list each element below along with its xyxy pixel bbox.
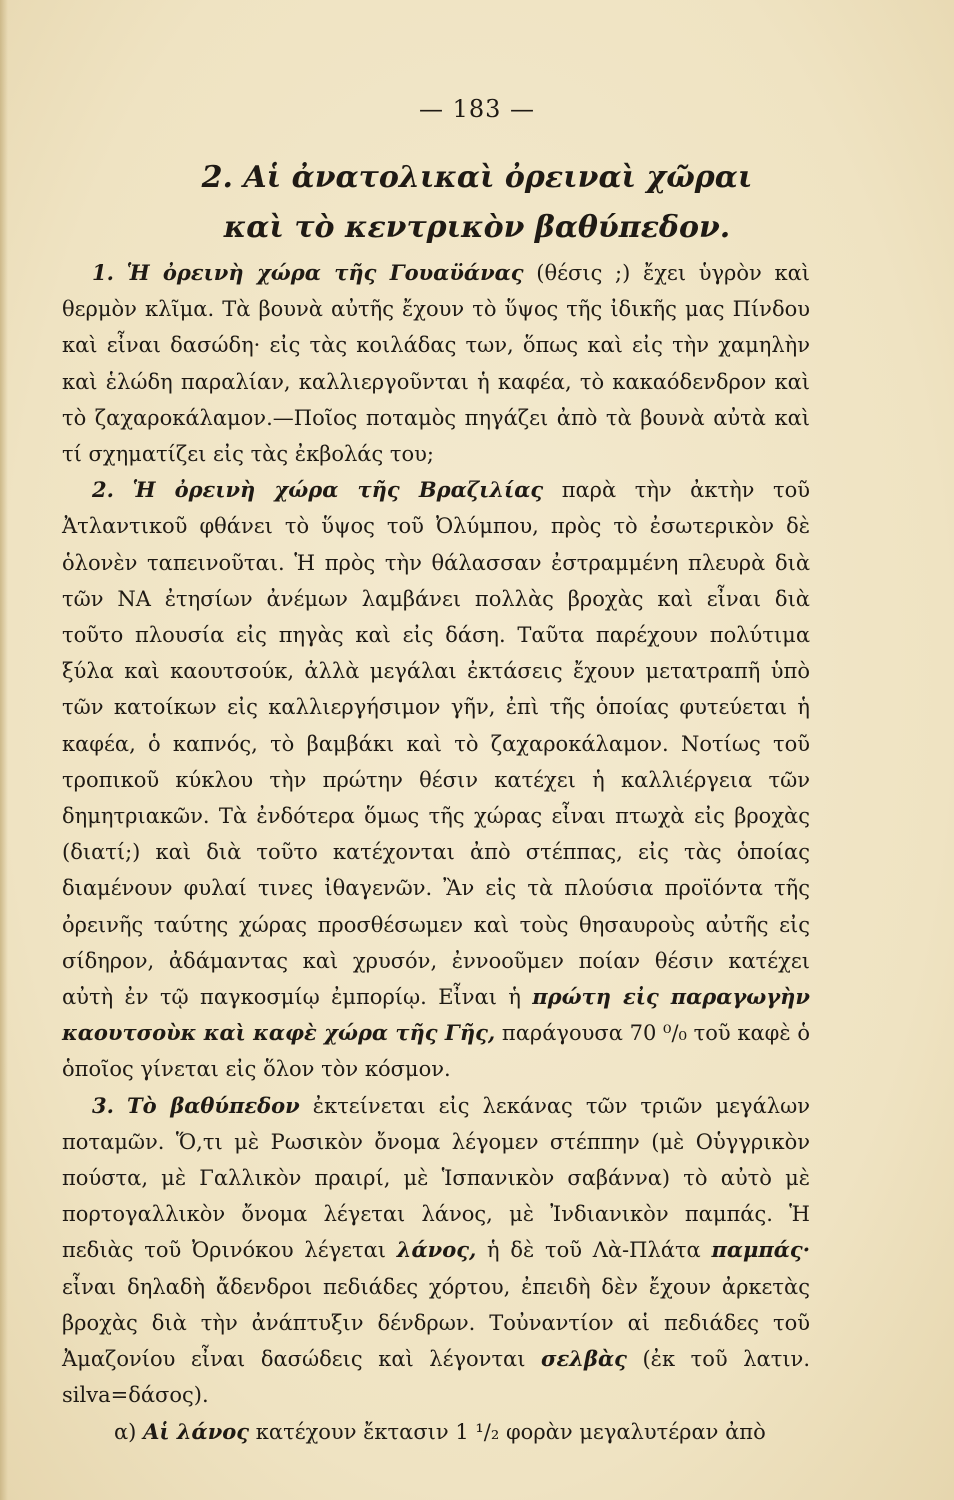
section-number: 3. xyxy=(92,1092,114,1118)
section-title: Αἱ λάνος xyxy=(143,1418,250,1444)
paragraph-text: κατέχουν ἔκτασιν 1 ¹/₂ φορὰν μεγαλυτέραν ἀπὸ xyxy=(255,1419,766,1444)
term-lanos: λάνος, xyxy=(396,1237,477,1263)
emphasis-text: πρώτη εἰς παραγωγὴν καουτσοὺκ καὶ καφὲ χώρα τῆς Γῆς, xyxy=(62,984,810,1046)
chapter-heading-line2: καὶ τὸ κεντρικὸν βαθύπεδον. xyxy=(223,210,731,245)
paragraph-3 xyxy=(62,1088,810,1414)
section-number: 2. xyxy=(92,477,114,503)
term-selvas: σελβὰς xyxy=(541,1346,627,1372)
paragraph-text: ἐκτείνεται εἰς λεκάνας τῶν τριῶν μεγάλων ποταμῶν. Ὅ,τι μὲ Ρωσικὸν ὄνομα λέγομεν στέππην (μὲ Οὑγγρικὸν πούστα, μὲ Γαλλικὸν πραιρί, μὲ Ἱσπανικὸν σαβάννα) τὸ αὐτὸ μὲ πορτογαλλικὸν ὄνομα λέγεται λάνος, μὲ Ἰνδιανικὸν παμπάς. Ἡ πεδιὰς τοῦ Ὀρινόκου λέγεται xyxy=(62,1093,810,1263)
section-title: Ἡ ὀρεινὴ χώρα τῆς Βραζιλίας xyxy=(132,477,544,503)
paragraph-text: εἶναι δηλαδὴ ἄδενδροι πεδιάδες χόρτου, ἐπειδὴ δὲν ἔχουν ἀρκετὰς βροχὰς διὰ τὴν ἀνάπτυξιν δένδρων. Τοὐναντίον αἱ πεδιάδες τοῦ Ἀμαζονίου εἶναι δασώδεις καὶ λέγονται xyxy=(62,1274,810,1372)
paragraph-text: (ἐκ τοῦ λατιν. silva=δάσος). xyxy=(62,1347,810,1408)
section-number: α) xyxy=(114,1419,137,1444)
section-title: Τὸ βαθύπεδον xyxy=(127,1092,300,1118)
term-pampas: παμπάς· xyxy=(711,1237,810,1263)
body-text xyxy=(62,255,810,1450)
section-number: 1. xyxy=(92,260,114,285)
paragraph-text: ἡ δὲ τοῦ Λὰ-Πλάτα xyxy=(487,1238,701,1263)
page-number: — 183 — xyxy=(418,95,536,123)
paragraph-2 xyxy=(62,472,810,1087)
paragraph-text: (θέσις ;) ἔχει ὑγρὸν καὶ θερμὸν κλῖμα. Τὰ βουνὰ αὐτῆς ἔχουν τὸ ὕψος τῆς ἰδικῆς μας Πίνδου καὶ εἶναι δασώδη· εἰς τὰς κοιλάδας των, ὅπως καὶ εἰς τὴν χαμηλὴν καὶ ἑλώδη παραλίαν, καλλιεργοῦνται ἡ καφέα, τὸ κακαόδενδρον καὶ τὸ ζαχαροκάλαμον.—Ποῖος ποταμὸς πηγάζει ἀπὸ τὰ βουνὰ αὐτὰ καὶ τί σχηματίζει εἰς τὰς ἐκβολάς του; xyxy=(62,261,811,467)
paragraph-text: παρὰ τὴν ἀκτὴν τοῦ Ἀτλαντικοῦ φθάνει τὸ ὕψος τοῦ Ὀλύμπου, πρὸς τὸ ἐσωτερικὸν δὲ ὁλονὲν ταπεινοῦται. Ἡ πρὸς τὴν θάλασσαν ἐστραμμένη πλευρὰ διὰ τῶν ΝΑ ἐτησίων ἀνέμων λαμβάνει πολλὰς βροχὰς καὶ εἶναι διὰ τοῦτο πλουσία εἰς πηγὰς καὶ εἰς δάση. Ταῦτα παρέχουν πολύτιμα ξύλα καὶ καουτσούκ, ἀλλὰ μεγάλαι ἐκτάσεις ἔχουν μετατραπῆ ὑπὸ τῶν κατοίκων εἰς καλλιεργήσιμον γῆν, ἐπὶ τῆς ὁποίας φυτεύεται ἡ καφέα, ὁ καπνός, τὸ βαμβάκι καὶ τὸ ζαχαροκάλαμον. Νοτίως τοῦ τροπικοῦ κύκλου τὴν πρώτην θέσιν κατέχει ἡ καλλιέργεια τῶν δημητριακῶν. Τὰ ἐνδότερα ὅμως τῆς χώρας εἶναι πτωχὰ εἰς βροχὰς (διατί;) καὶ διὰ τοῦτο κατέχονται ἀπὸ στέππας, εἰς τὰς ὁποίας διαμένουν φυλαί τινες ἰθαγενῶν. Ἂν εἰς τὰ πλούσια προϊόντα τῆς ὀρεινῆς ταύτης χώρας προσθέσωμεν καὶ τοὺς θησαυροὺς αὐτῆς εἰς σίδηρον, ἀδάμαντας καὶ χρυσόν, ἐννοοῦμεν ποίαν θέσιν κατέχει αὐτὴ ἐν τῷ παγκοσμίῳ ἐμπορίῳ. Εἶναι ἡ xyxy=(62,478,810,1010)
paragraph-text: παράγουσα 70 ⁰/₀ τοῦ καφὲ ὁ ὁποῖος γίνεται εἰς ὅλον τὸν κόσμον. xyxy=(62,1021,810,1082)
chapter-heading-line1: 2. Αἱ ἀνατολικαὶ ὀρειναὶ χῶραι xyxy=(201,160,753,195)
section-title: Ἡ ὀρεινὴ χώρα τῆς Γουαϋάνας xyxy=(126,260,524,285)
paragraph-4 xyxy=(62,1414,810,1450)
paragraph-1 xyxy=(62,255,810,472)
